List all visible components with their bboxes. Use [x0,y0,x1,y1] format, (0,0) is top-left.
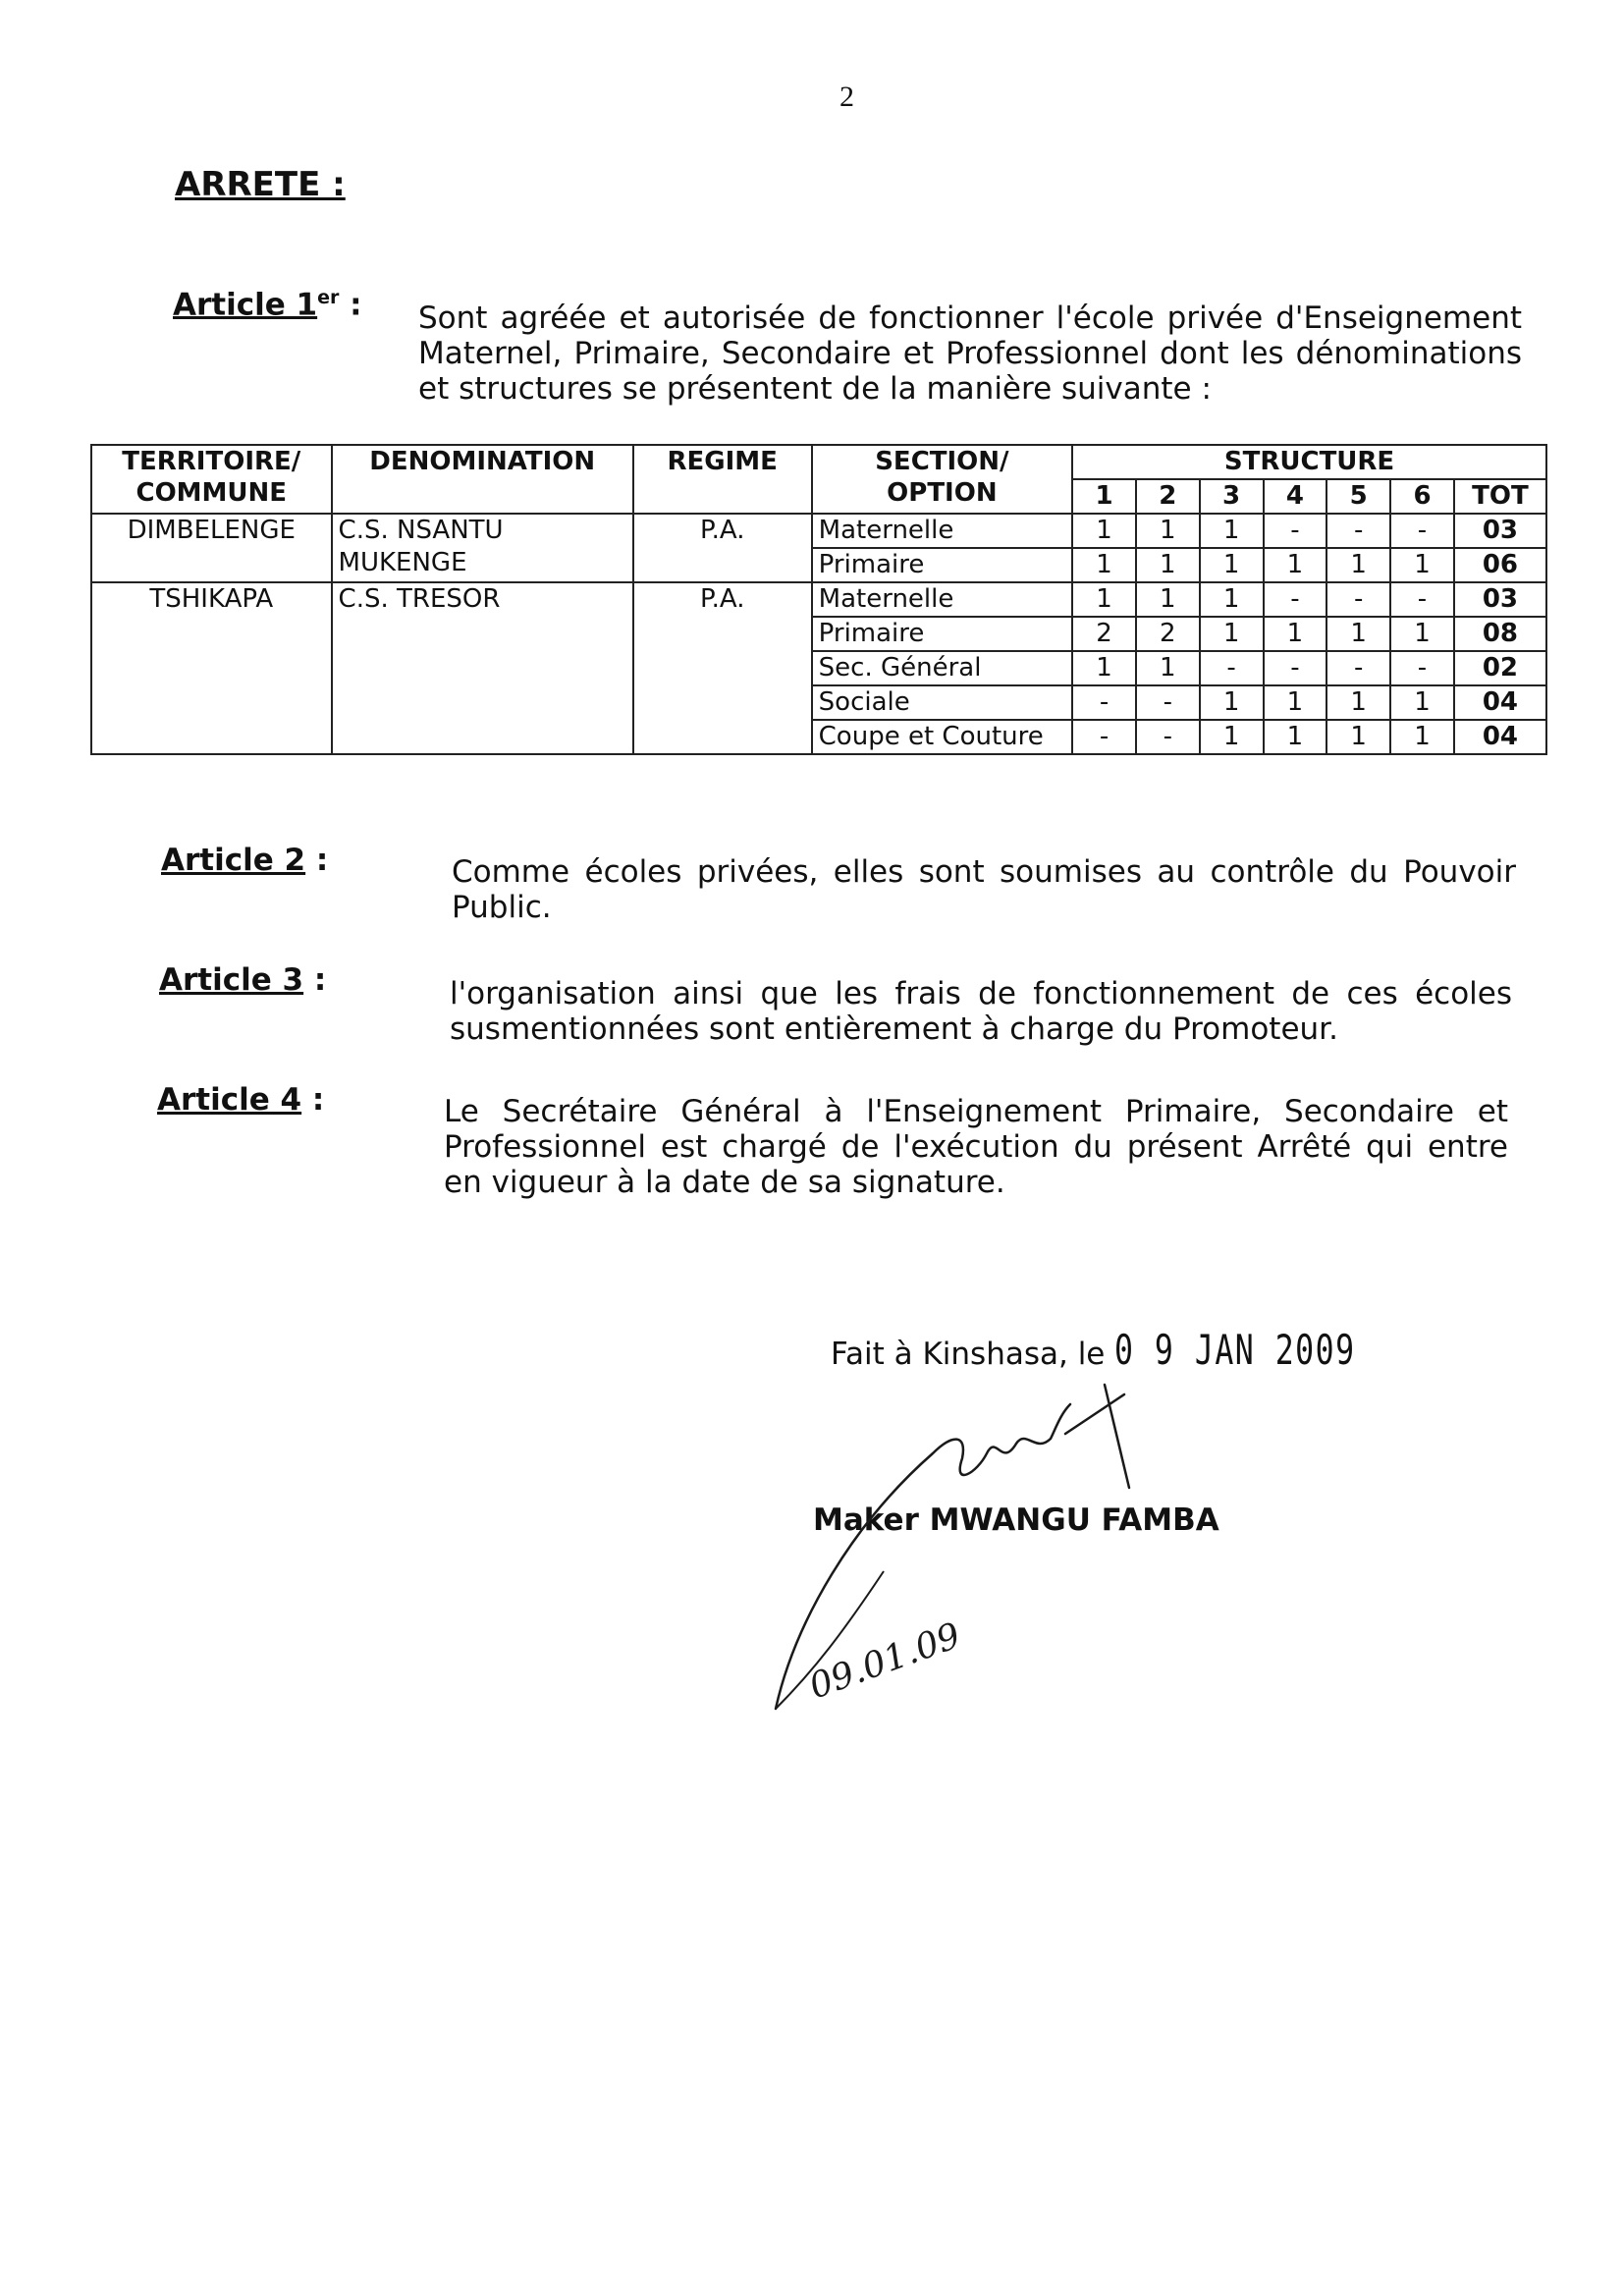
value-cell: 1 [1200,582,1264,617]
option-cell: Primaire [812,548,1072,582]
school-structure-table [90,444,1547,755]
header-col-6: 6 [1390,479,1454,514]
header-col-4: 4 [1264,479,1327,514]
value-cell: - [1390,651,1454,685]
total-cell: 03 [1454,582,1546,617]
page-number: 2 [839,81,854,113]
value-cell: 1 [1326,685,1390,720]
value-cell: 1 [1326,617,1390,651]
article-3-label [159,962,326,998]
value-cell: 1 [1072,514,1136,548]
value-cell: 1 [1264,685,1327,720]
total-cell: 04 [1454,685,1546,720]
article-4-text: Le Secrétaire Général à l'Enseignement Primaire, Secondaire et Professionnel est chargé de l'exécution du présent Arrêté qui entre en vigueur à la date de sa signature. [444,1094,1508,1200]
article-3-text: l'organisation ainsi que les frais de fonctionnement de ces écoles susmentionnées sont entièrement à charge du Promoteur. [450,976,1512,1047]
table-row [91,514,1546,548]
article-4-title: Article 4 [157,1082,302,1118]
value-cell: 1 [1200,514,1264,548]
header-section-option: SECTION/ OPTION [812,445,1072,514]
value-cell: 1 [1326,720,1390,754]
header-col-5: 5 [1326,479,1390,514]
article-2-label [161,843,328,878]
value-cell: 1 [1072,582,1136,617]
value-cell: - [1264,514,1327,548]
value-cell: 1 [1136,582,1200,617]
value-cell: 1 [1264,617,1327,651]
option-cell: Sociale [812,685,1072,720]
value-cell: - [1390,514,1454,548]
total-cell: 04 [1454,720,1546,754]
handwritten-date: 09.01.09 [804,1615,966,1708]
total-cell: 06 [1454,548,1546,582]
article-2-colon: : [305,843,329,878]
header-regime: REGIME [633,445,812,514]
date-stamp: 0 9 JAN 2009 [1114,1326,1356,1374]
article-4-colon: : [301,1082,325,1118]
option-cell: Maternelle [812,514,1072,548]
school-2-denomination: C.S. TRESOR [332,582,633,754]
school-1-territoire: DIMBELENGE [91,514,332,582]
header-col-tot: TOT [1454,479,1546,514]
value-cell: 1 [1390,617,1454,651]
value-cell: - [1264,582,1327,617]
value-cell: - [1326,582,1390,617]
article-1-title: Article 1 [173,287,318,323]
option-cell: Maternelle [812,582,1072,617]
table-row [91,582,1546,617]
value-cell: 1 [1200,720,1264,754]
option-cell: Sec. Général [812,651,1072,685]
value-cell: - [1072,720,1136,754]
value-cell: - [1326,514,1390,548]
article-1-superscript: er [317,287,340,308]
total-cell: 02 [1454,651,1546,685]
value-cell: - [1136,685,1200,720]
value-cell: - [1136,720,1200,754]
school-2-regime: P.A. [633,582,812,754]
value-cell: 1 [1264,548,1327,582]
value-cell: 1 [1390,685,1454,720]
document-heading: ARRETE : [175,165,346,204]
article-3-title: Article 3 [159,962,304,998]
article-1-label [173,287,362,322]
value-cell: 1 [1200,685,1264,720]
value-cell: 1 [1136,651,1200,685]
article-4-label [157,1082,324,1118]
handwritten-signature [756,1375,1267,1728]
header-col-1: 1 [1072,479,1136,514]
total-cell: 03 [1454,514,1546,548]
header-denomination: DENOMINATION [332,445,633,514]
total-cell: 08 [1454,617,1546,651]
value-cell: 1 [1326,548,1390,582]
value-cell: - [1200,651,1264,685]
signer-name: Maker MWANGU FAMBA [813,1502,1219,1538]
option-cell: Primaire [812,617,1072,651]
value-cell: - [1264,651,1327,685]
value-cell: 1 [1136,514,1200,548]
header-col-3: 3 [1200,479,1264,514]
school-2-territoire: TSHIKAPA [91,582,332,754]
table-header-row [91,445,1546,479]
place-text: Fait à Kinshasa, le [831,1337,1106,1372]
header-territoire: TERRITOIRE/ COMMUNE [91,445,332,514]
school-1-denomination: C.S. NSANTU MUKENGE [332,514,633,582]
article-1-text: Sont agréée et autorisée de fonctionner l'école privée d'Enseignement Maternel, Primaire, Secondaire et Professionnel dont les dénominations et structures se présentent de la manière suivante : [418,300,1522,407]
value-cell: 1 [1200,617,1264,651]
value-cell: - [1072,685,1136,720]
value-cell: 1 [1390,548,1454,582]
article-2-text: Comme écoles privées, elles sont soumises au contrôle du Pouvoir Public. [452,854,1516,925]
article-3-colon: : [303,962,327,998]
school-1-regime: P.A. [633,514,812,582]
article-1-colon: : [339,287,362,323]
value-cell: 1 [1264,720,1327,754]
value-cell: - [1390,582,1454,617]
header-structure: STRUCTURE [1072,445,1546,479]
option-cell: Coupe et Couture [812,720,1072,754]
value-cell: 1 [1390,720,1454,754]
value-cell: 1 [1072,651,1136,685]
header-col-2: 2 [1136,479,1200,514]
place-date-line [831,1326,1436,1374]
value-cell: - [1326,651,1390,685]
value-cell: 1 [1072,548,1136,582]
value-cell: 1 [1200,548,1264,582]
value-cell: 2 [1072,617,1136,651]
article-2-title: Article 2 [161,843,306,878]
value-cell: 1 [1136,548,1200,582]
value-cell: 2 [1136,617,1200,651]
